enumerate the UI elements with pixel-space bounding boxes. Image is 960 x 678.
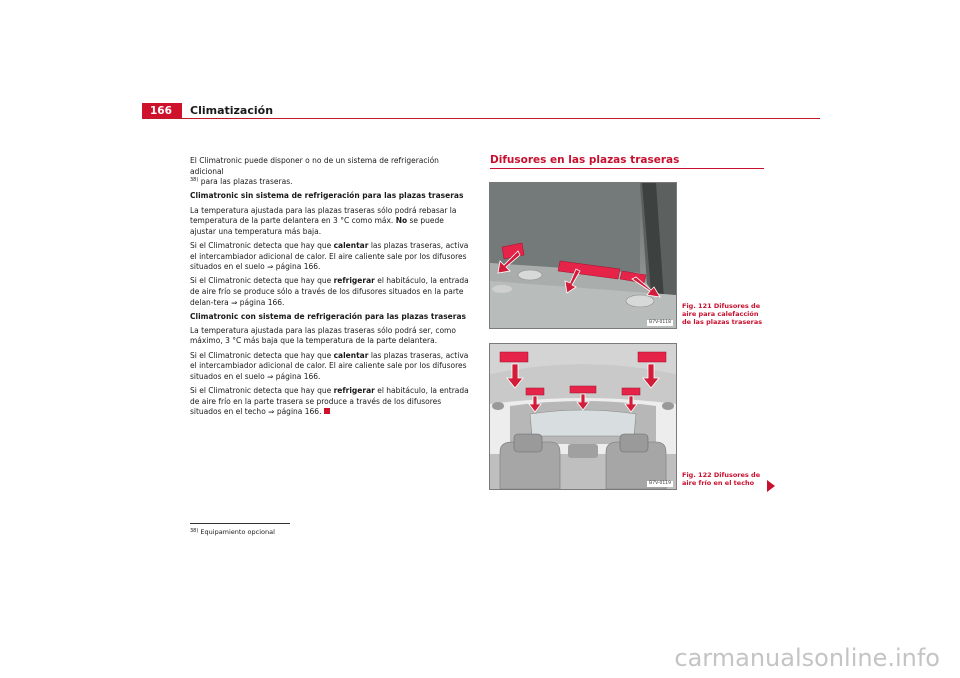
text: La temperatura ajustada para las plazas traseras sólo podrá rebasar la temperatura de la parte delantera en 3 °C como máx. [190, 205, 457, 226]
paragraph-heat [190, 241, 470, 273]
figure-heating-vents [489, 182, 677, 329]
car-interior-roof-illustration [490, 344, 676, 489]
car-rear-floor-illustration [490, 183, 676, 328]
text: Si el Climatronic detecta que hay que [190, 276, 334, 286]
footnote-marker: 38) [190, 528, 199, 534]
continue-arrow-icon [767, 480, 775, 492]
text: Si el Climatronic detecta que hay que [190, 386, 334, 396]
text: Si el Climatronic detecta que hay que [190, 350, 334, 360]
paragraph-cool [190, 276, 470, 308]
bold-word: No [395, 216, 408, 226]
bold-word: calentar [333, 350, 369, 360]
text: las plazas traseras, activa el intercambiador adicional de calor. El aire caliente sale por los difusores situados en el suelo ⇒ página 166. [190, 350, 469, 381]
text: las plazas traseras, activa el intercambiador adicional de calor. El aire caliente sale por los difusores situados en el suelo ⇒ página 166. [190, 240, 469, 272]
figure-roof-vents [489, 343, 677, 490]
end-of-section-icon [324, 408, 330, 414]
subheading-without-rear-cooling: Climatronic sin sistema de refrigeración para las plazas traseras [190, 191, 464, 201]
text: el habitáculo, la entrada de aire frío se produce sólo a través de los difusores situados en la parte delan-tera ⇒ página 166. [190, 276, 469, 307]
section-title: Difusores en las plazas traseras [490, 154, 680, 166]
watermark[interactable]: carmanualsonline.info [674, 644, 940, 672]
footnote [190, 528, 275, 537]
body-text-column [190, 156, 470, 421]
bold-word: refrigerar [333, 386, 375, 396]
figure-code: B7V-0118 [649, 320, 671, 325]
paragraph-temp-limit [190, 206, 470, 238]
paragraph-cool-2 [190, 386, 470, 418]
text: el habitáculo, la entrada de aire frío en la parte trasera se produce a través de los difusores situados en el techo ⇒ página 166. [190, 386, 469, 417]
paragraph-temp-max: La temperatura ajustada para las plazas traseras sólo podrá ser, como máximo, 3 °C más baja que la temperatura de la parte delantera. [190, 325, 456, 346]
intro-text: El Climatronic puede disponer o no de un sistema de refrigeración adicional [190, 156, 439, 176]
text: Si el Climatronic detecta que hay que [190, 240, 334, 250]
footnote-text: Equipamiento opcional [200, 528, 275, 536]
figure-code: B7V-0119 [649, 481, 671, 486]
header-rule [142, 118, 820, 119]
page-number: 166 [142, 103, 182, 119]
intro-text-end: para las plazas traseras. [198, 177, 293, 187]
chapter-title: Climatización [190, 104, 274, 117]
footnote-rule [190, 523, 290, 524]
intro-paragraph [190, 156, 470, 188]
figure-122-caption: Fig. 122 Difusores de aire frío en el techo [682, 471, 761, 487]
section-rule [490, 168, 764, 169]
paragraph-heat-2 [190, 351, 470, 383]
figure-121-caption: Fig. 121 Difusores de aire para calefacción de las plazas traseras [682, 302, 763, 326]
footnote-ref[interactable]: 38) [190, 177, 199, 184]
text: se puede ajustar una temperatura más baja. [190, 216, 444, 236]
subheading-with-rear-cooling: Climatronic con sistema de refrigeración para las plazas traseras [190, 311, 466, 321]
bold-word: calentar [333, 240, 369, 250]
bold-word: refrigerar [333, 276, 375, 286]
